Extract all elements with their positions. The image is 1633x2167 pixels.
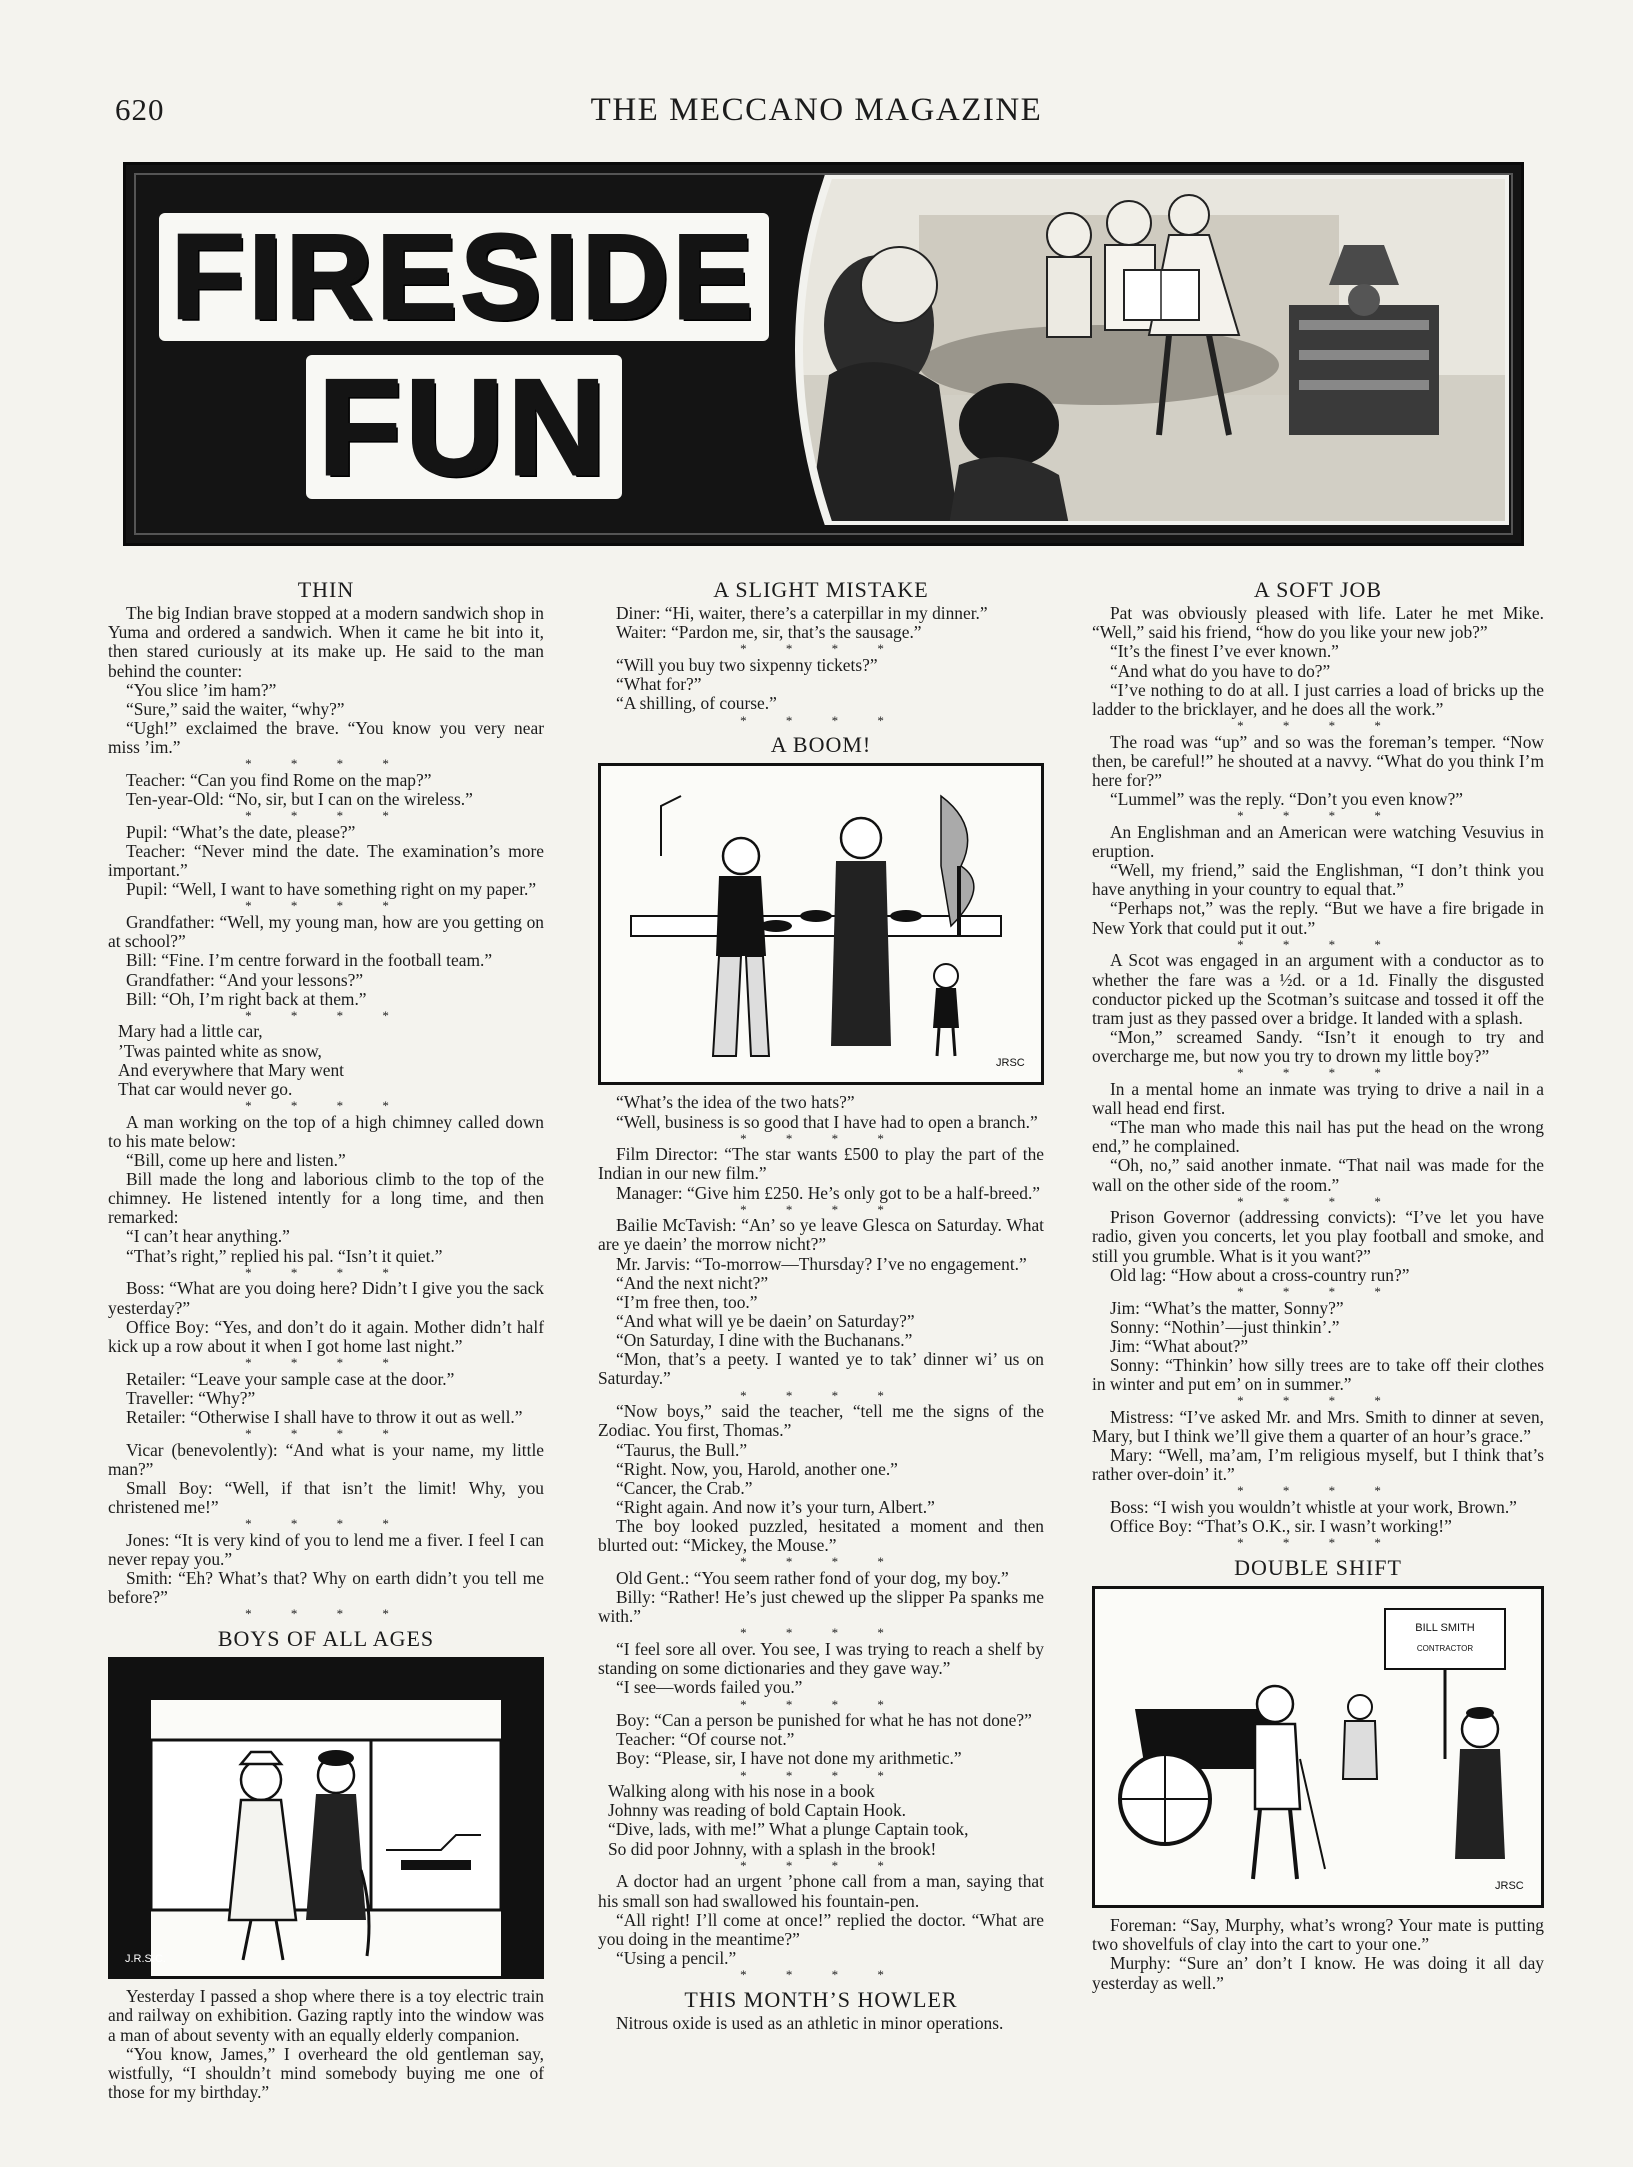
poem-line: And everywhere that Mary went [118, 1059, 344, 1080]
section-title-boom: A BOOM! [770, 732, 872, 758]
joke-line: “Oh, no,” said another inmate. “That nail was made for the wall on the other side of the room.” [1092, 1155, 1544, 1195]
section-title-soft-job: A SOFT JOB [1253, 577, 1383, 602]
separator-stars: * * * * [245, 1516, 407, 1532]
joke-line: Bailie McTavish: “An’ so ye leave Glesca on Saturday. What are ye daein’ the morrow nicht?” [598, 1215, 1044, 1255]
joke-line: Teacher: “Never mind the date. The examination’s more important.” [108, 841, 544, 881]
joke-line: Smith: “Eh? What’s that? Why on earth didn’t you tell me before?” [108, 1568, 544, 1608]
joke-line: “That’s right,” replied his pal. “Isn’t it quiet.” [126, 1245, 443, 1266]
section-title-boys: BOYS OF ALL AGES [217, 1626, 435, 1652]
joke-line: “Mon,” screamed Sandy. “Isn’t it enough to try and overcharge me, but now you try to drown my little boy?” [1092, 1026, 1544, 1067]
joke-line: “Right again. And now it’s your turn, Albert.” [616, 1496, 935, 1517]
joke-line: Bill: “Oh, I’m right back at them.” [126, 988, 367, 1009]
joke-line: Bill made the long and laborious climb to the top of the chimney. He listened intently for a long time, and then remarked: [108, 1169, 544, 1228]
joke-line: “All right! I’ll come at once!” replied the doctor. “What are you doing in the meantime?” [598, 1909, 1044, 1949]
poem-line: So did poor Johnny, with a splash in the brook! [608, 1838, 937, 1859]
separator-stars: * * * * [245, 1007, 407, 1023]
joke-line: “Taurus, the Bull.” [616, 1439, 748, 1460]
joke-line: “Bill, come up here and listen.” [126, 1149, 346, 1170]
thin-paragraph: The big Indian brave stopped at a modern sandwich shop in Yuma and ordered a sandwich. When it came he bit into it, then stared curiously at its make up. He said to the man behind the counter: [108, 603, 544, 681]
separator-stars: * * * * [740, 712, 902, 728]
joke-line: “Will you buy two sixpenny tickets?” [616, 655, 878, 676]
page-number: 620 [115, 92, 165, 127]
separator-stars: * * * * [245, 808, 407, 824]
joke-line: Diner: “Hi, waiter, there’s a caterpillar in my dinner.” [616, 603, 988, 624]
joke-line: “What’s the idea of the two hats?” [616, 1092, 855, 1113]
joke-line: Pupil: “What’s the date, please?” [126, 821, 356, 842]
joke-line: Mistress: “I’ve asked Mr. and Mrs. Smith to dinner at seven, Mary, but I think we’ll give them a quarter of an hour’s grace.” [1092, 1406, 1544, 1447]
joke-line: “Now boys,” said the teacher, “tell me the signs of the Zodiac. You first, Thomas.” [598, 1401, 1044, 1441]
separator-stars: * * * * [740, 1201, 902, 1217]
sign-subtitle: CONTRACTOR [1416, 1644, 1474, 1654]
fireside-fun-banner [123, 162, 1524, 546]
joke-line: Teacher: “Can you find Rome on the map?” [126, 769, 432, 790]
joke-line: Small Boy: “Well, if that isn’t the limit! Why, you christened me!” [108, 1477, 544, 1518]
separator-stars: * * * * [740, 1767, 902, 1783]
joke-line: “I’ve nothing to do at all. I just carries a load of bricks up the ladder to the bricklayer, and he does all the work.” [1092, 679, 1544, 719]
joke-line: Jim: “What about?” [1110, 1335, 1249, 1356]
separator-stars: * * * * [740, 1857, 902, 1873]
section-title-double-shift: DOUBLE SHIFT [1234, 1555, 1402, 1580]
cartoon-signature: J.R.S.C. [125, 1953, 166, 1966]
joke-line: Grandfather: “And your lessons?” [126, 969, 364, 990]
joke-line: “I’m free then, too.” [616, 1291, 758, 1312]
joke-line: “Right. Now, you, Harold, another one.” [616, 1458, 898, 1479]
section-title-howler: THIS MONTH’S HOWLER [684, 1986, 958, 2012]
joke-line: Prison Governor (addressing convicts): “I’ve let you have radio, given you concerts, let you play football and smoke, and still you grumble. What is it you want?” [1092, 1207, 1544, 1266]
sign-name: BILL SMITH [1415, 1622, 1475, 1635]
joke-line: In a mental home an inmate was trying to drive a nail in a wall head end first. [1092, 1078, 1544, 1118]
separator-stars: * * * * [1237, 1283, 1399, 1299]
separator-stars: * * * * [1237, 808, 1399, 824]
joke-line: Film Director: “The star wants £500 to play the part of the Indian in our new film.” [598, 1144, 1044, 1184]
poem-line: That car would never go. [118, 1078, 293, 1099]
column-left [108, 572, 544, 2102]
poem-line: “Dive, lads, with me!” What a plunge Captain took, [608, 1819, 969, 1840]
joke-line: Mary: “Well, ma’am, I’m religious myself, but I think that’s rather over-doin’ it.” [1092, 1445, 1544, 1485]
joke-line: “I feel sore all over. You see, I was trying to reach a shelf by standing on some dictionaries and they gave way.” [598, 1639, 1044, 1679]
section-title-thin: THIN [297, 577, 355, 602]
joke-line: “It’s the finest I’ve ever known.” [1110, 641, 1339, 662]
separator-stars: * * * * [1237, 718, 1399, 734]
joke-line: “And what do you have to do?” [1110, 660, 1331, 681]
banner-title-line2: FUN [144, 355, 784, 499]
column-middle [598, 572, 1044, 2033]
joke-line: Jones: “It is very kind of you to lend me a fiver. I feel I can never repay you.” [108, 1529, 544, 1569]
joke-line: Boy: “Please, sir, I have not done my arithmetic.” [616, 1748, 962, 1769]
fireside-illustration [769, 175, 1509, 525]
separator-stars: * * * * [740, 1554, 902, 1570]
joke-line: Grandfather: “Well, my young man, how are you getting on at school?” [108, 912, 544, 952]
separator-stars: * * * * [1237, 1193, 1399, 1209]
poem-line: Walking along with his nose in a book [608, 1781, 875, 1802]
joke-line: “I see—words failed you.” [616, 1677, 803, 1698]
separator-stars: * * * * [1237, 1535, 1399, 1551]
column-right [1092, 572, 1544, 1993]
separator-stars: * * * * [245, 1606, 407, 1622]
separator-stars: * * * * [1237, 936, 1399, 952]
joke-line: Vicar (benevolently): “And what is your name, my little man?” [108, 1439, 544, 1479]
poem-line: ’Twas painted white as snow, [118, 1040, 322, 1061]
joke-line: Yesterday I passed a shop where there is a toy electric train and railway on exhibition. Gazing raptly into the window was a man of about seventy with an equally elderly companion. [108, 1986, 544, 2045]
joke-line: Ten-year-Old: “No, sir, but I can on the wireless.” [126, 789, 473, 810]
joke-line: Murphy: “Sure an’ don’t I know. He was doing it all day yesterday as well.” [1092, 1953, 1544, 1993]
joke-line: A doctor had an urgent ’phone call from a man, saying that his small son had swallowed his fountain-pen. [598, 1871, 1044, 1911]
joke-line: Mr. Jarvis: “To-morrow—Thursday? I’ve no engagement.” [616, 1253, 1027, 1274]
joke-line: A Scot was engaged in an argument with a conductor as to whether the fare was a ½d. or a 1d. Finally the disgusted conductor picked up the Scotman’s suitcase and tossed it off the tram just as they passed over a bridge. It landed with a splash. [1092, 950, 1544, 1028]
joke-line: Manager: “Give him £250. He’s only got to be a half-breed.” [616, 1182, 1041, 1203]
joke-line: Bill: “Fine. I’m centre forward in the football team.” [126, 950, 493, 971]
joke-line: Traveller: “Why?” [126, 1387, 256, 1408]
joke-line: “And what will ye be daein’ on Saturday?” [616, 1311, 915, 1332]
cartoon-boys-of-all-ages [108, 1657, 544, 1979]
thin-paragraph: “Ugh!” exclaimed the brave. “You know you very near miss ’im.” [108, 718, 544, 758]
poem-line: Johnny was reading of bold Captain Hook. [608, 1800, 907, 1821]
joke-line: Waiter: “Pardon me, sir, that’s the sausage.” [616, 622, 922, 643]
joke-line: Old lag: “How about a cross-country run?” [1110, 1264, 1410, 1285]
joke-line: Billy: “Rather! He’s just chewed up the slipper Pa spanks me with.” [598, 1587, 1044, 1627]
joke-line: Sonny: “Thinkin’ how silly trees are to take off their clothes in winter and put em’ on in summer.” [1092, 1354, 1544, 1395]
separator-stars: * * * * [740, 641, 902, 657]
joke-line: “Well, business is so good that I have had to open a branch.” [616, 1111, 1038, 1132]
magazine-title: THE MECCANO MAGAZINE [590, 92, 1043, 128]
joke-line: Boss: “I wish you wouldn’t whistle at your work, Brown.” [1110, 1497, 1517, 1518]
joke-line: Foreman: “Say, Murphy, what’s wrong? Your mate is putting two shovelfuls of clay into the cart to your one.” [1092, 1915, 1544, 1955]
separator-stars: * * * * [740, 1625, 902, 1641]
joke-line: Jim: “What’s the matter, Sonny?” [1110, 1297, 1344, 1318]
separator-stars: * * * * [245, 1426, 407, 1442]
two-hats-illustration [601, 766, 1041, 1082]
separator-stars: * * * * [1237, 1065, 1399, 1081]
separator-stars: * * * * [245, 1097, 407, 1113]
separator-stars: * * * * [245, 1264, 407, 1280]
separator-stars: * * * * [740, 1967, 902, 1983]
joke-line: A man working on the top of a high chimney called down to his mate below: [108, 1111, 544, 1151]
banner-title-line1: FIRESIDE [144, 213, 784, 341]
joke-line: “What for?” [616, 674, 702, 695]
separator-stars: * * * * [1237, 1393, 1399, 1409]
poem-line: Mary had a little car, [118, 1021, 263, 1042]
joke-line: “Well, my friend,” said the Englishman, “I don’t think you have anything in your country to equal that.” [1092, 860, 1544, 900]
joke-line: “A shilling, of course.” [616, 693, 777, 714]
joke-line: “Mon, that’s a peety. I wanted ye to tak’ dinner wi’ us on Saturday.” [598, 1349, 1044, 1389]
joke-line: Boss: “What are you doing here? Didn’t I give you the sack yesterday?” [108, 1278, 544, 1318]
joke-line: “I can’t hear anything.” [126, 1226, 290, 1247]
joke-line: Office Boy: “Yes, and don’t do it again. Mother didn’t half kick up a row about it when I got home last night.” [108, 1316, 544, 1356]
joke-line: The road was “up” and so was the foreman’s temper. “Now then, be careful!” he shouted at a navvy. “What do you think I’m here for?” [1092, 731, 1544, 790]
joke-line: Nitrous oxide is used as an athletic in minor operations. [616, 2012, 1004, 2033]
joke-line: “Perhaps not,” was the reply. “But we have a fire brigade in New York that could put it out.” [1092, 898, 1544, 938]
joke-line: “And the next nicht?” [616, 1272, 769, 1293]
cartoon-double-shift [1092, 1586, 1544, 1908]
separator-stars: * * * * [245, 756, 407, 772]
separator-stars: * * * * [740, 1696, 902, 1712]
joke-line: Office Boy: “That’s O.K., sir. I wasn’t working!” [1110, 1516, 1452, 1537]
section-title-slight-mistake: A SLIGHT MISTAKE [713, 577, 929, 602]
banner-title [144, 205, 784, 515]
cartoon-signature: JRSC [1495, 1880, 1524, 1893]
cart-illustration [1095, 1589, 1541, 1905]
joke-line: The boy looked puzzled, hesitated a moment and then blurted out: “Mickey, the Mouse.” [598, 1516, 1044, 1556]
joke-line: “You know, James,” I overheard the old gentleman say, wistfully, “I shouldn’t mind somebody buying me one of those for my birthday.” [108, 2043, 544, 2102]
joke-line: “Lummel” was the reply. “Don’t you even know?” [1110, 789, 1464, 810]
separator-stars: * * * * [1237, 1483, 1399, 1499]
thin-paragraph: “You slice ’im ham?” [126, 679, 277, 700]
joke-line: Pupil: “Well, I want to have something right on my paper.” [126, 879, 537, 900]
joke-line: “The man who made this nail has put the head on the wrong end,” he complained. [1092, 1117, 1544, 1157]
joke-line: “Using a pencil.” [616, 1947, 737, 1968]
joke-line: An Englishman and an American were watching Vesuvius in eruption. [1092, 821, 1544, 862]
cartoon-a-boom [598, 763, 1044, 1085]
joke-line: Boy: “Can a person be punished for what he has not done?” [616, 1710, 1032, 1731]
joke-line: Retailer: “Otherwise I shall have to throw it out as well.” [126, 1406, 523, 1427]
page-header [0, 92, 1633, 142]
separator-stars: * * * * [740, 1387, 902, 1403]
joke-line: Sonny: “Nothin’—just thinkin’.” [1110, 1316, 1340, 1337]
joke-line: “Cancer, the Crab.” [616, 1477, 753, 1498]
separator-stars: * * * * [245, 1354, 407, 1370]
joke-line: Old Gent.: “You seem rather fond of your dog, my boy.” [616, 1568, 1009, 1589]
joke-line: Teacher: “Of course not.” [616, 1729, 795, 1750]
joke-line: Retailer: “Leave your sample case at the door.” [126, 1368, 455, 1389]
joke-line: “On Saturday, I dine with the Buchanans.” [616, 1330, 913, 1351]
joke-line: Pat was obviously pleased with life. Later he met Mike. “Well,” said his friend, “how do you like your new job?” [1092, 603, 1544, 643]
shop-window-illustration [111, 1660, 541, 1976]
separator-stars: * * * * [740, 1130, 902, 1146]
cartoon-signature: JRSC [996, 1057, 1025, 1070]
separator-stars: * * * * [245, 898, 407, 914]
thin-paragraph: “Sure,” said the waiter, “why?” [126, 698, 345, 719]
